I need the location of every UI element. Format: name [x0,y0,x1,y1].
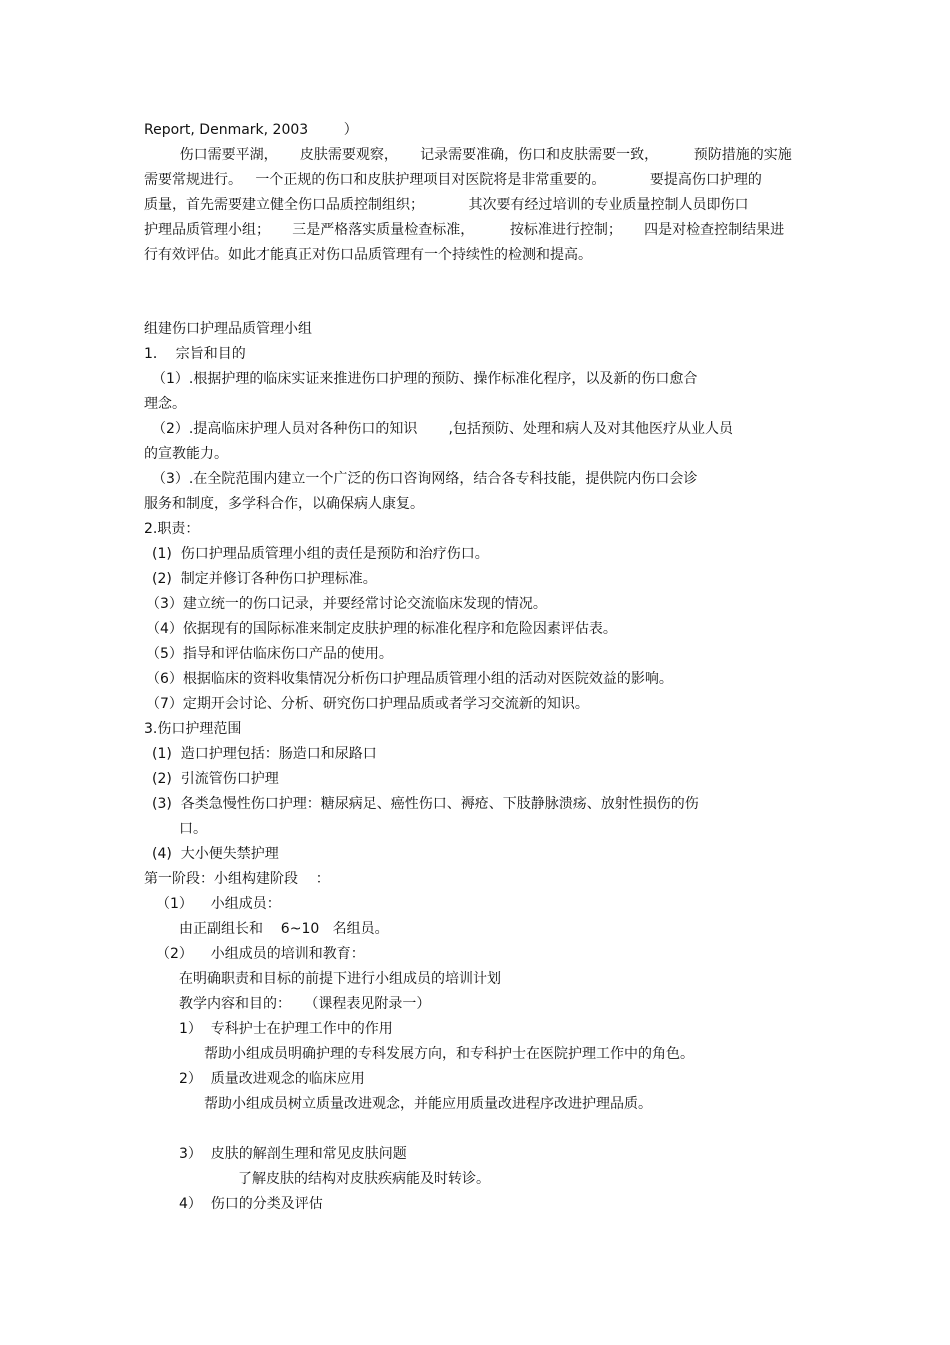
text-line: 帮助小组成员明确护理的专科发展方向，和专科护士在医院护理工作中的角色。 [204,1046,694,1062]
text-line: 教学内容和目的： （课程表见附录一） [179,996,431,1012]
text-line: Report, Denmark, 2003 ） [144,122,358,138]
list-item: (2) 引流管伤口护理 [152,771,279,787]
text-line: （1）.根据护理的临床实证来推进伤口护理的预防、操作标准化程序，以及新的伤口愈合 [152,371,698,387]
text-line: 在明确职责和目标的前提下进行小组成员的培训计划 [179,971,501,987]
section-heading: 组建伤口护理品质管理小组 [144,321,312,337]
text-line: （3）.在全院范围内建立一个广泛的伤口咨询网络，结合各专科技能，提供院内伤口会诊 [152,471,698,487]
text-line: 2.职责： [144,521,200,537]
list-item: 3） 皮肤的解剖生理和常见皮肤问题 [179,1146,407,1162]
text-line: 口。 [179,821,207,837]
text-line: 第一阶段：小组构建阶段 ： [144,871,330,887]
text-line: 3.伤口护理范围 [144,721,242,737]
list-item: 4） 伤口的分类及评估 [179,1196,323,1212]
text-line: 护理品质管理小组； 三是严格落实质量检查标准， 按标准进行控制； 四是对检查控制结果进 [144,222,785,238]
text-line: 需要常规进行。 一个正规的伤口和皮肤护理项目对医院将是非常重要的。 要提高伤口护理的 [144,172,762,188]
list-item: （7）定期开会讨论、分析、研究伤口护理品质或者学习交流新的知识。 [146,696,589,712]
list-item: (4) 大小便失禁护理 [152,846,279,862]
text-line: 服务和制度，多学科合作，以确保病人康复。 [144,496,424,512]
list-item: （4）依据现有的国际标准来制定皮肤护理的标准化程序和危险因素评估表。 [146,621,617,637]
text-line: 了解皮肤的结构对皮肤疾病能及时转诊。 [238,1171,490,1187]
text-line: 行有效评估。如此才能真正对伤口品质管理有一个持续性的检测和提高。 [144,247,592,263]
list-item: （6）根据临床的资料收集情况分析伤口护理品质管理小组的活动对医院效益的影响。 [146,671,673,687]
list-item: （5）指导和评估临床伤口产品的使用。 [146,646,393,662]
list-item: （3）建立统一的伤口记录，并要经常讨论交流临床发现的情况。 [146,596,547,612]
list-item: 1） 专科护士在护理工作中的作用 [179,1021,393,1037]
text-line: 由正副组长和 6~10 名组员。 [179,921,389,937]
text-line: 1． 宗旨和目的 [144,346,246,362]
list-item: （1） 小组成员： [156,896,281,912]
list-item: (1) 造口护理包括：肠造口和尿路口 [152,746,377,762]
list-item: (1) 伤口护理品质管理小组的责任是预防和治疗伤口。 [152,546,489,562]
text-line: 伤口需要平湖， 皮肤需要观察， 记录需要准确，伤口和皮肤需要一致， 预防措施的实施 [144,147,792,163]
list-item: 2） 质量改进观念的临床应用 [179,1071,365,1087]
list-item: (3) 各类急慢性伤口护理：糖尿病足、癌性伤口、褥疮、下肢静脉溃疡、放射性损伤的伤 [152,796,699,812]
text-line: 的宣教能力。 [144,446,228,462]
text-line: （2）.提高临床护理人员对各种伤口的知识 ,包括预防、处理和病人及对其他医疗从业人员 [152,421,733,437]
text-line: 理念。 [144,396,186,412]
text-line: 帮助小组成员树立质量改进观念，并能应用质量改进程序改进护理品质。 [204,1096,652,1112]
list-item: (2) 制定并修订各种伤口护理标准。 [152,571,377,587]
text-line: 质量，首先需要建立健全伤口品质控制组织； 其次要有经过培训的专业质量控制人员即伤口 [144,197,749,213]
list-item: （2） 小组成员的培训和教育： [156,946,365,962]
